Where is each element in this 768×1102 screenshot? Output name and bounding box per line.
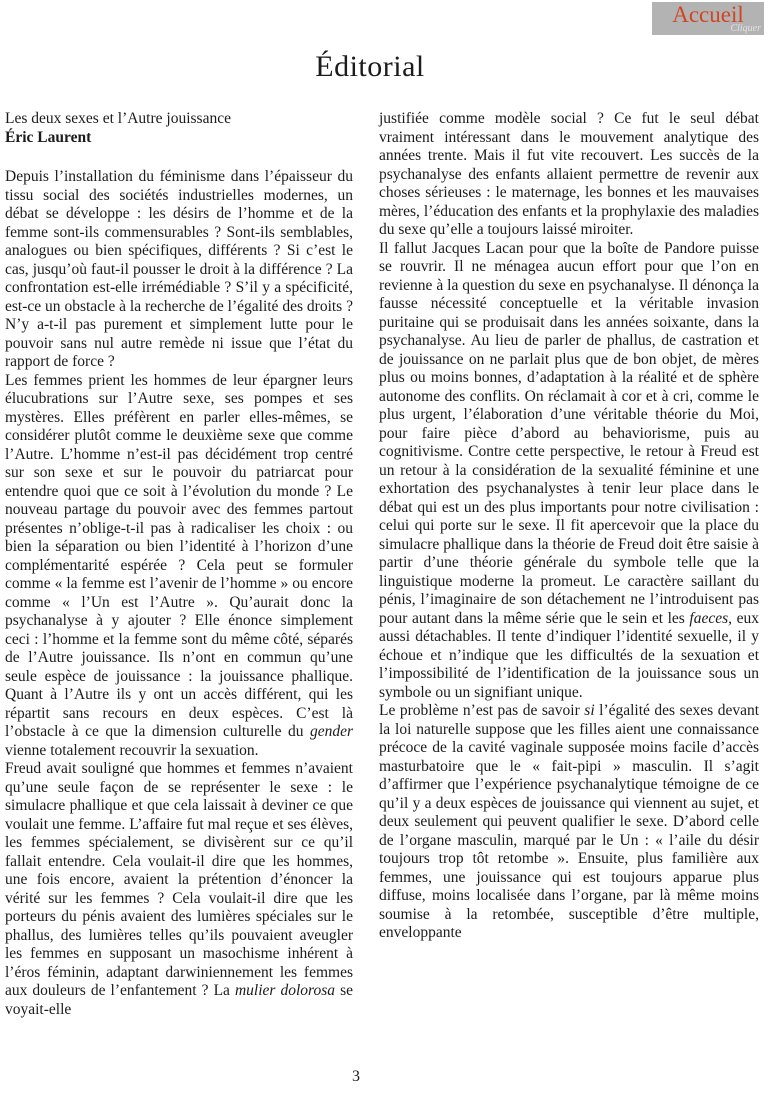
left-column-paragraphs	[5, 168, 353, 1019]
paragraph	[379, 110, 759, 240]
body-text: Il fallut Jacques Lacan pour que la boîte de Pandore puisse se rouvrir. Il ne ménagea aucun effort pour que l’on en revienne à la question du sexe en psychanalyse. Il dénonça la fausse nécessité conceptuelle et la véritable invasion puritaine qui se produisait dans les années soixante, dans la psychanalyse. Au lieu de parler de phallus, de castration et de jouissance on ne parlait plus que de bon objet, de mères plus ou moins bonnes, d’adaptation à la réalité et de sphère autonome des conflits. On réclamait à cor et à cri, comme le plus urgent, l’élaboration d’une véritable théorie du Moi, pour faire pièce d’abord au behaviorisme, puis au cognitivisme. Contre cette perspective, le retour à Freud est un retour à la considération de la sexualité féminine et une exhortation des psychanalystes à tenir leur place dans le débat qui est un des plus importants pour notre civilisation : celui qui porte sur le sexe. Il fit apercevoir que la place du simulacre phallique dans la théorie de Freud doit être saisie à partir d’une théorie générale du symbole telle que la linguistique moderne la promeut. Le caractère saillant du pénis, l’imaginaire de son détachement ne l’introduisent pas pour autant dans la même série que le sein et les	[379, 239, 759, 627]
home-button[interactable]	[652, 2, 764, 35]
paragraph	[5, 372, 353, 761]
body-text: Freud avait souligné que hommes et femmes n’avaient qu’une seule façon de se représenter le sexe : le simulacre phallique et que cela laissait à deviner ce que voulait une femme. L’affaire fut mal reçue et ses élèves, les femmes spécialement, se divisèrent sur ce qu’il fallait entendre. Cela voulait-il dire que les hommes, une fois encore, avaient la prétention d’énoncer la vérité sur les femmes ? Cela voulait-il dire que les porteurs du pénis avaient des lumières spéciales sur le phallus, des lumières telles qu’ils pouvaient aveugler les femmes en supposant un masochisme inhérent à l’éros féminin, adaptant darwiniennement les femmes aux douleurs de l’enfantement ? La	[5, 760, 353, 999]
body-text: Le problème n’est pas de savoir	[379, 702, 585, 719]
body-text: eux aussi détachables. Il tente d’indiquer l’identité sexuelle, il y échoue et n’indique que les difficultés de la sexuation et l’impossibilité de l’identification de la jouissance sous un symbole ou un signifiant unique.	[379, 609, 759, 701]
home-button-label: Accueil	[672, 2, 744, 27]
body-text: vienne totalement recouvrir la sexuation.	[5, 741, 259, 759]
right-column	[379, 110, 759, 1019]
body-text: l’égalité des sexes devant la loi naturelle suppose que les filles aient une connaissance précoce de la cavité vaginale supposée moins facile d’accès masturbatoire que le « fait-pipi » masculin. Il s’agit d’affirmer que l’expérience psychanalytique témoigne de ce qu’il y a deux espèces de jouissance qui viennent au sujet, et deux seulement qui peuvent qualifier le sexe. D’abord celle de l’organe masculin, marqué par le Un : « l’aile du désir toujours trop tôt retombe ». Ensuite, plus familière aux femmes, une jouissance qui est toujours apparue plus diffuse, moins localisée dans l’organe, par là même moins soumise à la retombée, susceptible d’être multiple, enveloppante	[379, 702, 760, 941]
right-column-paragraphs	[379, 110, 759, 943]
body-text: justifiée comme modèle social ? Ce fut le seul débat vraiment intéressant dans le mouvement analytique des années trente. Mais il fut vite recouvert. Les succès de la psychanalyse des enfants allaient permettre de revenir aux choses sérieuses : le maternage, les bonnes et les mauvaises mères, l’éducation des enfants et la prophylaxie des maladies du sexe qu’elle a toujours laissé miroiter.	[379, 110, 759, 238]
article-header	[5, 110, 353, 147]
article-author: Éric Laurent	[5, 128, 92, 146]
body-text: se voyait-elle	[5, 982, 353, 1018]
page-number: 3	[352, 1068, 360, 1085]
italic-text: si	[584, 702, 595, 719]
paragraph	[5, 760, 353, 1019]
paragraph	[379, 240, 759, 703]
italic-text: mulier dolorosa	[234, 982, 336, 999]
article-body	[5, 110, 759, 1019]
italic-text: gender	[309, 723, 353, 740]
home-button-hint: Cliquer	[730, 23, 761, 34]
body-text: Depuis l’installation du féminisme dans l’épaisseur du tissu social des sociétés industrielles modernes, un débat se développe : les désirs de l’homme et de la femme sont-ils commensurables ? Sont-ils semblables, analogues ou bien spécifiques, différents ? Si c’est le cas, jusqu’où faut-il pousser le droit à la différence ? La confrontation est-elle irrémédiable ? S’il y a spécificité, est-ce un obstacle à la recherche de l’égalité des droits ? N’y a-t-il pas purement et simplement lutte pour le pouvoir sans nul autre remède ni issue que l’état du rapport de force ?	[5, 168, 353, 370]
paragraph	[5, 168, 353, 372]
body-text: Les femmes prient les hommes de leur épargner leurs élucubrations sur l’Autre sexe, ses pompes et ses mystères. Elles préfèrent en parler elles-mêmes, se considérer plutôt comme le deuxième sexe que comme l’Autre. L’homme n’est-il pas décidément trop centré sur son sexe et sur le pouvoir du patriarcat pour entendre quoi que ce soit à l’évolution du monde ? Le nouveau partage du pouvoir avec des femmes partout présentes n’oblige-t-il pas à radicaliser les choix : ou bien la séparation ou bien l’identité à l’horizon d’une complémentarité espérée ? Cela peut se formuler comme « la femme est l’avenir de l’homme » ou encore comme « l’Un est l’Autre ». Qu’aurait donc la psychanalyse à y ajouter ? Elle énonce simplement ceci : l’homme et la femme sont du même côté, séparés de l’Autre jouissance. Ils n’ont en commun qu’une seule espèce de jouissance : la jouissance phallique. Quant à l’Autre ils y ont un accès différent, qui les répartit sans recours en deux espèces. C’est là l’obstacle à ce que la dimension culturelle du	[5, 371, 353, 740]
article-title: Les deux sexes et l’Autre jouissance	[5, 110, 231, 127]
left-column	[5, 110, 353, 1019]
paragraph	[379, 702, 759, 943]
page-title: Éditorial	[315, 50, 425, 83]
italic-text: faeces,	[689, 609, 733, 627]
